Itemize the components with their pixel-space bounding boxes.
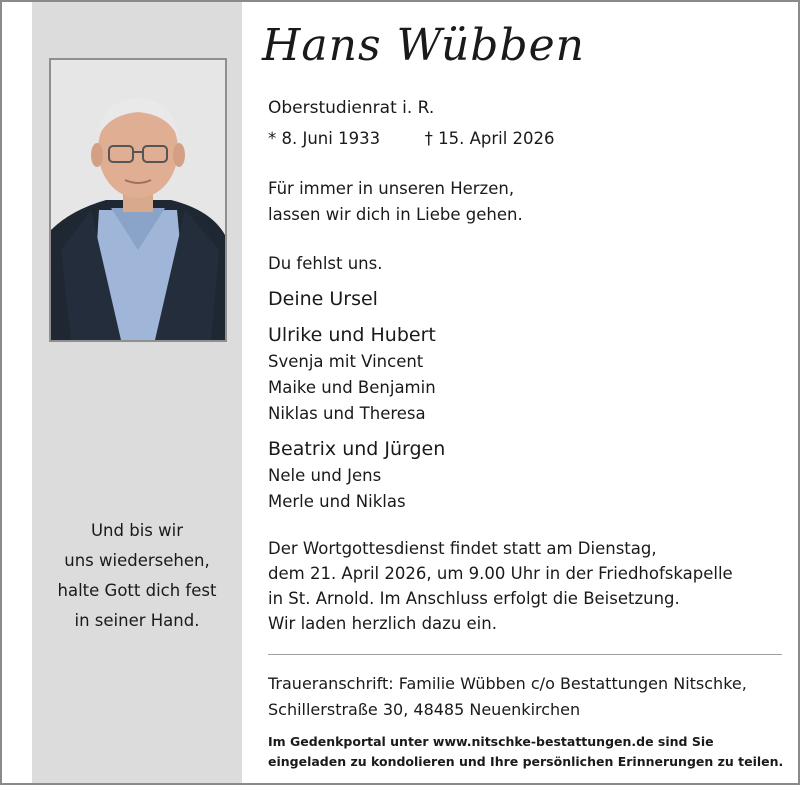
family-member: Niklas und Theresa (268, 404, 426, 423)
verse-line: Für immer in unseren Herzen, (268, 179, 515, 198)
quote-verse (32, 516, 242, 636)
family-member: Nele und Jens (268, 466, 382, 485)
missing-text: Du fehlst uns. (268, 254, 383, 273)
deceased-title: Oberstudienrat i. R. (268, 98, 435, 118)
quote-line: in seiner Hand. (74, 611, 200, 630)
divider (268, 654, 782, 655)
portrait-photo (49, 58, 227, 342)
address-line: Traueranschrift: Familie Wübben c/o Bestattungen Nitschke, (268, 674, 747, 693)
portal-line: eingeladen zu kondolieren und Ihre persönlichen Erinnerungen zu teilen. (268, 754, 784, 769)
quote-line: Und bis wir (90, 521, 183, 540)
service-line: dem 21. April 2026, um 9.00 Uhr in der Friedhofskapelle (268, 564, 733, 583)
address-line: Schillerstraße 30, 48485 Neuenkirchen (268, 700, 581, 719)
family-member: Merle und Niklas (268, 492, 406, 511)
main-content (262, 2, 788, 783)
birth-date: * 8. Juni 1933 (268, 129, 381, 148)
death-date: † 15. April 2026 (424, 129, 555, 148)
service-line: Der Wortgottesdienst findet statt am Dienstag, (268, 539, 657, 558)
family-member: Svenja mit Vincent (268, 352, 424, 371)
life-dates (268, 129, 555, 148)
family-head: Ulrike und Hubert (268, 324, 436, 346)
sidebar (32, 2, 242, 783)
service-line: in St. Arnold. Im Anschluss erfolgt die Beisetzung. (268, 589, 680, 608)
portal-line: Im Gedenkportal unter www.nitschke-bestattungen.de sind Sie (268, 734, 714, 749)
verse-line: lassen wir dich in Liebe gehen. (268, 205, 523, 224)
family-member: Maike und Benjamin (268, 378, 436, 397)
quote-line: uns wiedersehen, (64, 551, 210, 570)
quote-line: halte Gott dich fest (57, 581, 217, 600)
service-line: Wir laden herzlich dazu ein. (268, 614, 497, 633)
portrait-illustration (51, 60, 225, 340)
family-head: Beatrix und Jürgen (268, 438, 446, 460)
spouse-name: Deine Ursel (268, 288, 378, 310)
deceased-name: Hans Wübben (262, 20, 585, 71)
